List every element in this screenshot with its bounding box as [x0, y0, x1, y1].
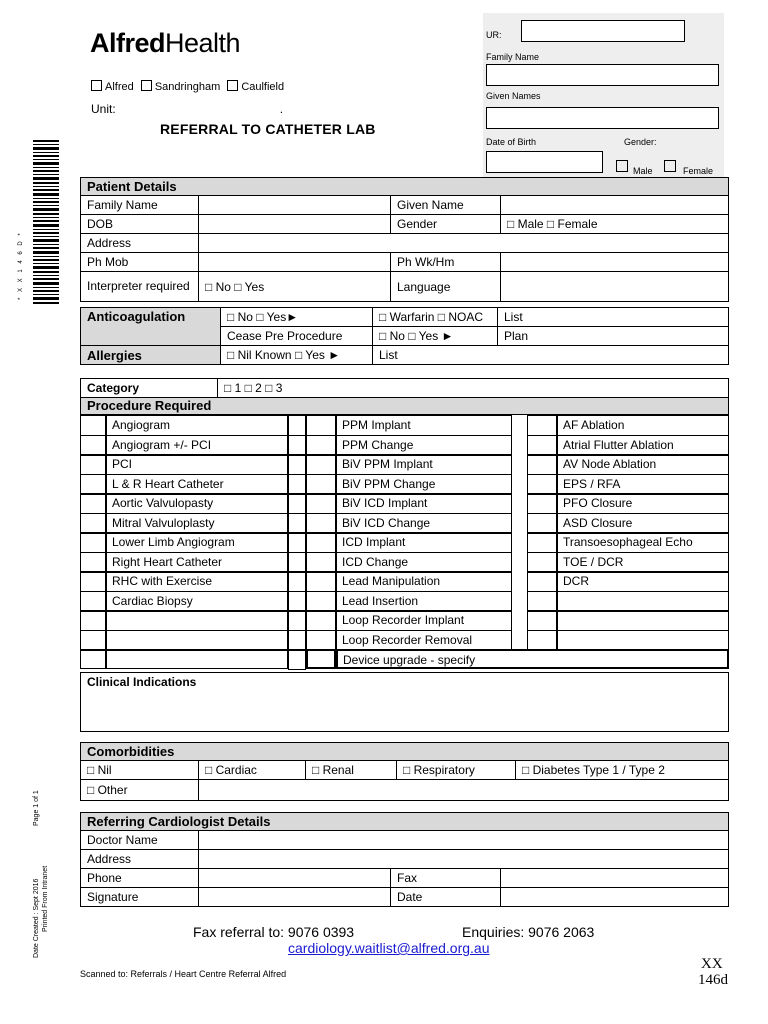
comorbidity-other[interactable]: □ Other [81, 780, 199, 801]
procedure-checkbox[interactable] [306, 591, 336, 612]
barcode [27, 140, 61, 304]
procedure-checkbox[interactable] [527, 493, 557, 514]
procedure-item: AV Node Ablation [557, 454, 729, 475]
comorbidities-table [80, 742, 729, 801]
procedure-spacer [288, 415, 306, 436]
procedure-checkbox[interactable] [80, 435, 106, 456]
family-name-input[interactable] [199, 196, 391, 215]
clinical-indications-label: Clinical Indications [87, 675, 197, 689]
anticoag-options[interactable]: □ No □ Yes► [221, 308, 373, 327]
anticoag-list[interactable]: List [498, 308, 729, 327]
procedure-item [106, 630, 288, 651]
date-created: Date Created : Sept 2016 [33, 878, 40, 958]
procedure-checkbox[interactable] [80, 454, 106, 475]
enquiries-text: Enquiries: 9076 2063 [462, 924, 595, 940]
procedure-checkbox[interactable] [527, 435, 557, 456]
procedure-checkbox[interactable] [306, 415, 336, 436]
procedure-checkbox[interactable] [80, 571, 106, 592]
address-input[interactable] [199, 234, 729, 253]
interpreter-options[interactable]: □ No □ Yes [199, 272, 391, 302]
procedure-checkbox[interactable] [306, 435, 336, 456]
procedure-item: Loop Recorder Removal [336, 630, 512, 651]
device-upgrade-checkbox[interactable] [306, 649, 336, 669]
procedure-item: Lower Limb Angiogram [106, 532, 288, 553]
procedure-item: Angiogram [106, 415, 288, 436]
procedure-grid [80, 415, 729, 673]
anticoagulation-heading: Anticoagulation [81, 308, 221, 346]
anticoagulation-table [80, 307, 729, 365]
patient-details-heading: Patient Details [81, 178, 729, 196]
procedure-item [557, 591, 729, 612]
comorbidity-renal[interactable]: □ Renal [306, 761, 397, 780]
family-name-field[interactable] [486, 64, 719, 86]
procedure-item [557, 610, 729, 631]
procedure-item: BiV PPM Change [336, 474, 512, 495]
procedure-spacer [288, 532, 306, 553]
family-name-label: Family Name [81, 196, 199, 215]
allergy-options[interactable]: □ Nil Known □ Yes ► [221, 346, 373, 365]
procedure-spacer [288, 552, 306, 573]
date-input[interactable] [501, 888, 729, 907]
procedure-item: Mitral Valvuloplasty [106, 513, 288, 534]
procedure-spacer [288, 571, 306, 592]
procedure-item: Transoesophageal Echo [557, 532, 729, 553]
procedure-item: Cardiac Biopsy [106, 591, 288, 612]
procedure-checkbox[interactable] [306, 493, 336, 514]
procedure-item: RHC with Exercise [106, 571, 288, 592]
page-number: Page 1 of 1 [33, 790, 40, 826]
cease-plan[interactable]: Plan [498, 327, 729, 346]
procedure-item: Lead Manipulation [336, 571, 512, 592]
procedure-checkbox[interactable] [527, 591, 557, 612]
checkbox-alfred[interactable] [91, 80, 102, 91]
procedure-item: DCR [557, 571, 729, 592]
procedure-checkbox[interactable] [306, 630, 336, 651]
procedure-item [106, 610, 288, 631]
email-link[interactable]: cardiology.waitlist@alfred.org.au [288, 940, 490, 956]
procedure-checkbox[interactable] [80, 532, 106, 553]
procedure-checkbox[interactable] [80, 415, 106, 436]
cardiologist-heading: Referring Cardiologist Details [81, 813, 729, 831]
procedure-empty-cell[interactable] [106, 649, 288, 669]
given-name-label: Given Name [391, 196, 501, 215]
form-code-xx: XX [701, 956, 723, 972]
address-label: Address [81, 234, 199, 253]
signature-label: Signature [81, 888, 199, 907]
cardiologist-address-input[interactable] [199, 850, 729, 869]
procedure-checkbox[interactable] [306, 610, 336, 631]
procedure-item: Angiogram +/- PCI [106, 435, 288, 456]
ph-mob-input[interactable] [199, 253, 391, 272]
comorbidities-heading: Comorbidities [81, 743, 729, 761]
procedure-item: AF Ablation [557, 415, 729, 436]
procedure-checkbox[interactable] [80, 552, 106, 573]
gender-female-checkbox[interactable] [664, 160, 676, 172]
procedure-item: PCI [106, 454, 288, 475]
procedure-item: Loop Recorder Implant [336, 610, 512, 631]
procedure-checkbox[interactable] [80, 591, 106, 612]
cardiologist-table [80, 812, 729, 907]
scanned-to: Scanned to: Referrals / Heart Centre Referral Alfred [80, 969, 287, 979]
procedure-checkbox[interactable] [527, 474, 557, 495]
ph-wk-label: Ph Wk/Hm [391, 253, 501, 272]
procedure-checkbox[interactable] [306, 532, 336, 553]
procedure-item: BiV ICD Implant [336, 493, 512, 514]
dob-field[interactable] [486, 151, 603, 173]
dob-label: DOB [81, 215, 199, 234]
procedure-checkbox[interactable] [80, 493, 106, 514]
procedure-spacer [288, 649, 306, 670]
procedure-item: ICD Implant [336, 532, 512, 553]
device-upgrade-label: Device upgrade - specify [336, 649, 729, 669]
phone-label: Phone [81, 869, 199, 888]
site-checkboxes: Alfred Sandringham Caulfield [91, 80, 288, 93]
procedure-item: Right Heart Catheter [106, 552, 288, 573]
fax-label: Fax [391, 869, 501, 888]
procedure-checkbox[interactable] [306, 474, 336, 495]
procedure-checkbox[interactable] [527, 532, 557, 553]
procedure-checkbox[interactable] [80, 513, 106, 534]
checkbox-caulfield[interactable] [227, 80, 238, 91]
gender-options[interactable]: □ Male □ Female [501, 215, 729, 234]
comorbidity-diabetes[interactable]: □ Diabetes Type 1 / Type 2 [516, 761, 729, 780]
cease-options[interactable]: □ No □ Yes ► [373, 327, 498, 346]
procedure-checkbox[interactable] [80, 630, 106, 651]
procedure-checkbox[interactable] [80, 610, 106, 631]
procedure-item: PPM Implant [336, 415, 512, 436]
barcode-text: * X X 1 4 6 D * [18, 231, 24, 300]
procedure-checkbox[interactable] [527, 552, 557, 573]
form-code-146d: 146d [698, 972, 728, 988]
signature-input[interactable] [199, 888, 391, 907]
procedure-spacer [288, 435, 306, 456]
fax-referral-text: Fax referral to: 9076 0393 [193, 924, 355, 940]
procedure-item: L & R Heart Catheter [106, 474, 288, 495]
category-options[interactable]: □ 1 □ 2 □ 3 [218, 379, 729, 398]
comorbidity-cardiac[interactable]: □ Cardiac [199, 761, 306, 780]
allergy-list[interactable]: List [373, 346, 729, 365]
fax-input[interactable] [501, 869, 729, 888]
procedure-empty-cell[interactable] [80, 649, 106, 669]
given-names-field[interactable] [486, 107, 719, 129]
procedure-spacer [288, 454, 306, 475]
patient-label-box: UR: Family Name Given Names Date of Birth Gender: Male Female [483, 13, 724, 178]
comorbidity-respiratory[interactable]: □ Respiratory [397, 761, 516, 780]
procedure-item: PPM Change [336, 435, 512, 456]
printed-from: Printed From Intranet [42, 865, 49, 932]
procedure-checkbox[interactable] [80, 474, 106, 495]
procedure-spacer [288, 513, 306, 534]
checkbox-sandringham[interactable] [141, 80, 152, 91]
patient-details-table [80, 177, 729, 302]
allergies-heading: Allergies [81, 346, 221, 365]
language-input[interactable] [501, 272, 729, 302]
category-table [80, 378, 729, 398]
ph-mob-label: Ph Mob [81, 253, 199, 272]
clinical-indications[interactable] [80, 672, 729, 732]
procedure-spacer [288, 474, 306, 495]
procedure-item: ASD Closure [557, 513, 729, 534]
cease-label: Cease Pre Procedure [221, 327, 373, 346]
procedure-heading: Procedure Required [80, 397, 729, 415]
anticoag-types[interactable]: □ Warfarin □ NOAC [373, 308, 498, 327]
procedure-item: EPS / RFA [557, 474, 729, 495]
interpreter-label: Interpreter required [81, 272, 199, 302]
procedure-item: PFO Closure [557, 493, 729, 514]
procedure-item: ICD Change [336, 552, 512, 573]
procedure-checkbox[interactable] [306, 571, 336, 592]
procedure-item: BiV ICD Change [336, 513, 512, 534]
procedure-spacer [288, 610, 306, 631]
procedure-checkbox[interactable] [527, 630, 557, 651]
procedure-spacer [288, 493, 306, 514]
procedure-item: BiV PPM Implant [336, 454, 512, 475]
procedure-spacer [288, 630, 306, 651]
ur-field[interactable] [521, 20, 685, 42]
procedure-item [557, 630, 729, 651]
language-label: Language [391, 272, 501, 302]
date-label: Date [391, 888, 501, 907]
alfred-health-logo: AlfredHealth [90, 28, 241, 58]
procedure-checkbox[interactable] [527, 610, 557, 631]
procedure-item: Lead Insertion [336, 591, 512, 612]
procedure-checkbox[interactable] [527, 513, 557, 534]
comorbidity-other-input[interactable] [199, 780, 729, 801]
procedure-spacer [288, 591, 306, 612]
procedure-checkbox[interactable] [527, 454, 557, 475]
procedure-item: TOE / DCR [557, 552, 729, 573]
form-title: REFERRAL TO CATHETER LAB [160, 121, 376, 137]
doctor-name-input[interactable] [199, 831, 729, 850]
ph-wk-input[interactable] [501, 253, 729, 272]
category-label: Category [81, 379, 218, 398]
unit-field: Unit: . [91, 102, 284, 116]
procedure-checkbox[interactable] [306, 454, 336, 475]
given-name-input[interactable] [501, 196, 729, 215]
procedure-checkbox[interactable] [527, 571, 557, 592]
gender-label: Gender [391, 215, 501, 234]
phone-input[interactable] [199, 869, 391, 888]
procedure-item: Aortic Valvulopasty [106, 493, 288, 514]
procedure-checkbox[interactable] [306, 552, 336, 573]
cardiologist-address-label: Address [81, 850, 199, 869]
doctor-name-label: Doctor Name [81, 831, 199, 850]
dob-input[interactable] [199, 215, 391, 234]
procedure-checkbox[interactable] [527, 415, 557, 436]
procedure-item: Atrial Flutter Ablation [557, 435, 729, 456]
comorbidity-nil[interactable]: □ Nil [81, 761, 199, 780]
gender-male-checkbox[interactable] [616, 160, 628, 172]
procedure-checkbox[interactable] [306, 513, 336, 534]
